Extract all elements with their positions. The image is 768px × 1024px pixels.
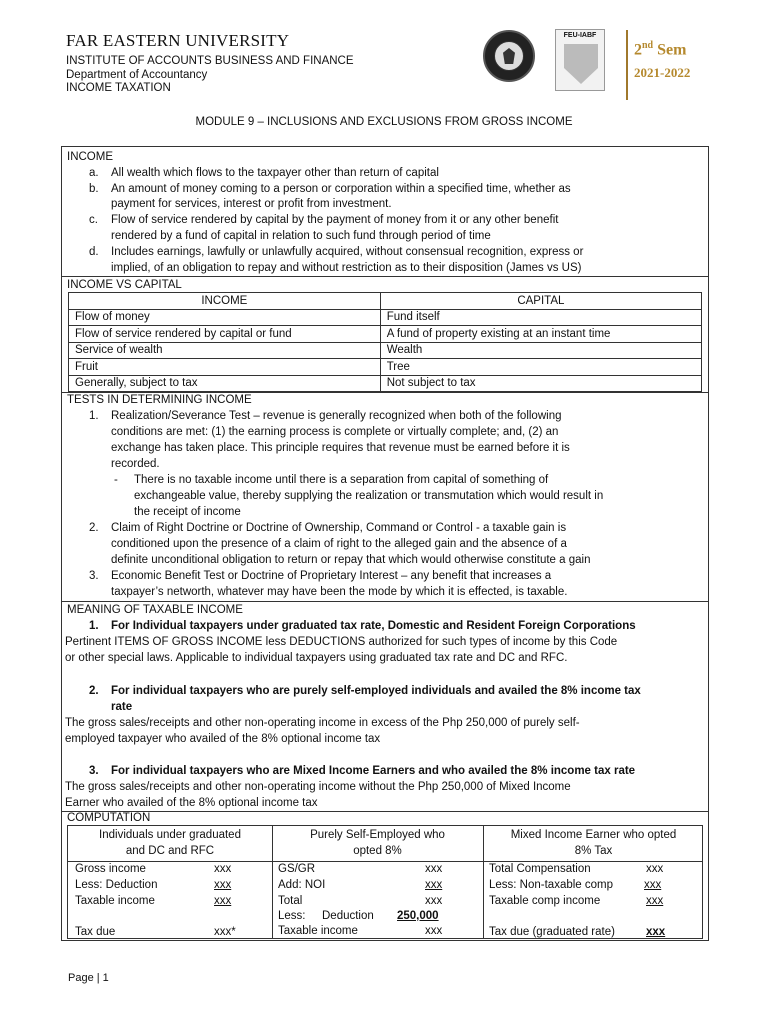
column-header: CAPITAL xyxy=(380,293,701,310)
list-item: There is no taxable income until there is a separation from capital of something of xyxy=(134,474,549,486)
content-frame xyxy=(61,146,709,941)
table-row: Flow of service rendered by capital or fund A fund of property existing at an instant time xyxy=(69,326,702,343)
list-item-marker: b. xyxy=(89,183,99,195)
line-item-value: xxx xyxy=(425,863,443,875)
table-row: Generally, subject to tax Not subject to tax xyxy=(69,375,702,392)
university-name: FAR EASTERN UNIVERSITY xyxy=(66,31,290,50)
line-item-label: Add: NOI xyxy=(278,879,326,891)
paragraph-line: or other special laws. Applicable to individual taxpayers using graduated tax rate and DC and RFC. xyxy=(65,652,568,664)
institute-block xyxy=(66,55,354,96)
list-item-marker: 2. xyxy=(89,522,99,534)
line-item-label: Less: Non-taxable comp xyxy=(489,879,614,891)
list-item: payment for services, interest or profit from investment. xyxy=(111,198,392,210)
table-header-row xyxy=(69,293,702,310)
list-item: Includes earnings, lawfully or unlawfully acquired, without consensual recognition, express or xyxy=(111,246,584,258)
taxable-heading: MEANING OF TAXABLE INCOME xyxy=(67,604,243,616)
table-row: Service of wealth Wealth xyxy=(69,342,702,359)
subheading: For Individual taxpayers under graduated tax rate, Domestic and Resident Foreign Corporations xyxy=(111,620,636,632)
list-item-marker: d. xyxy=(89,246,99,258)
line-item-label: Less: Deduction xyxy=(75,879,158,891)
column-header: opted 8% xyxy=(353,845,402,857)
line-item-label: Less: xyxy=(278,910,306,922)
computation-table xyxy=(67,825,703,939)
line-item-label: Total xyxy=(278,895,303,907)
list-item: implied, of an obligation to repay and without restriction as to their disposition (James vs US) xyxy=(111,262,582,274)
column-header: INCOME xyxy=(69,293,381,310)
column-header: Purely Self-Employed who xyxy=(310,829,445,841)
list-item: Flow of service rendered by capital by the payment of money from it or any other benefit xyxy=(111,214,559,226)
course-name: INCOME TAXATION xyxy=(66,82,171,94)
school-year: 2021-2022 xyxy=(634,65,691,80)
line-item-value: xxx xyxy=(646,926,666,938)
table-row: Fruit Tree xyxy=(69,359,702,376)
list-item-marker: c. xyxy=(89,214,98,226)
department-seal-icon xyxy=(555,29,605,91)
institute-name: INSTITUTE OF ACCOUNTS BUSINESS AND FINANCE xyxy=(66,55,354,67)
department-seal-label: FEU-IABF xyxy=(563,32,597,39)
column-header: 8% Tax xyxy=(574,845,613,857)
list-item: recorded. xyxy=(111,458,160,470)
line-item-label: Tax due (graduated rate) xyxy=(489,926,615,938)
line-item-value: xxx xyxy=(425,925,443,937)
line-item-label: GS/GR xyxy=(278,863,316,875)
paragraph-line: Pertinent ITEMS OF GROSS INCOME less DEDUCTIONS authorized for such types of income by this Code xyxy=(65,636,618,648)
paragraph-line: Earner who availed of the 8% optional income tax xyxy=(65,797,318,809)
line-item-label: Taxable income xyxy=(75,895,155,907)
paragraph-line: The gross sales/receipts and other non-operating income without the Php 250,000 of Mixed Income xyxy=(65,781,571,793)
tests-heading: TESTS IN DETERMINING INCOME xyxy=(67,394,252,406)
list-item: An amount of money coming to a person or corporation within a specified time, whether as xyxy=(111,183,571,195)
line-item-value: xxx xyxy=(646,863,664,875)
list-item: conditions are met: (1) the earning process is complete or virtually complete; and, (2) an xyxy=(111,426,559,438)
department-name: Department of Accountancy xyxy=(66,68,208,81)
list-item: definite unconditional obligation to return or repay that which would otherwise constitute a gain xyxy=(111,554,591,566)
line-item-value: 250,000 xyxy=(397,910,439,922)
line-item-value: xxx xyxy=(425,879,443,891)
list-item-marker: 1. xyxy=(89,620,99,632)
subheading: For individual taxpayers who are Mixed Income Earners and who availed the 8% income tax rate xyxy=(111,765,636,777)
page-number: Page | 1 xyxy=(68,972,109,984)
list-item: conditioned upon the presence of a claim of right to the alleged gain and the absence of a xyxy=(111,538,567,550)
line-item-value: xxx xyxy=(214,863,232,875)
column-header: Mixed Income Earner who opted xyxy=(510,829,677,841)
line-item-label: Gross income xyxy=(75,863,146,875)
list-item: Claim of Right Doctrine or Doctrine of Ownership, Command or Control - a taxable gain is xyxy=(111,522,567,534)
line-item-value: xxx xyxy=(214,879,232,891)
semester-label: 2nd Sem xyxy=(634,40,687,59)
subheading: For individual taxpayers who are purely self-employed individuals and availed the 8% income tax xyxy=(111,685,641,697)
line-item-value: xxx xyxy=(644,879,662,891)
column-header: Individuals under graduated xyxy=(99,829,241,841)
line-item-value: xxx xyxy=(646,895,664,907)
list-item-marker: 3. xyxy=(89,570,99,582)
list-item-marker: - xyxy=(114,474,118,486)
line-item-label: Tax due xyxy=(75,926,116,938)
computation-heading: COMPUTATION xyxy=(67,812,151,824)
table-row: Flow of money Fund itself xyxy=(69,309,702,326)
paragraph-line: The gross sales/receipts and other non-operating income in excess of the Php 250,000 of purely self- xyxy=(65,717,580,729)
list-item: rendered by a fund of capital in relation to such fund through period of time xyxy=(111,230,491,242)
line-item-label: Deduction xyxy=(322,910,374,922)
ivc-heading: INCOME VS CAPITAL xyxy=(67,279,182,291)
paragraph-line: employed taxpayer who availed of the 8% optional income tax xyxy=(65,733,381,745)
list-item: exchange has taken place. This principle requires that revenue must be earned before it is xyxy=(111,442,570,454)
list-item-marker: 3. xyxy=(89,765,99,777)
list-item-marker: 1. xyxy=(89,410,99,422)
line-item-label: Taxable income xyxy=(278,925,358,937)
line-item-label: Taxable comp income xyxy=(489,895,601,907)
income-heading: INCOME xyxy=(67,151,113,163)
list-item: the receipt of income xyxy=(134,506,241,518)
line-item-value: xxx xyxy=(214,895,232,907)
list-item: exchangeable value, thereby supplying the realization or transmutation which would result in xyxy=(134,490,604,502)
list-item: All wealth which flows to the taxpayer other than return of capital xyxy=(111,167,439,179)
module-title: MODULE 9 – INCLUSIONS AND EXCLUSIONS FROM GROSS INCOME xyxy=(195,116,573,128)
list-item: Economic Benefit Test or Doctrine of Proprietary Interest – any benefit that increases a xyxy=(111,570,552,582)
line-item-label: Total Compensation xyxy=(489,863,591,875)
list-item: Realization/Severance Test – revenue is generally recognized when both of the following xyxy=(111,410,562,422)
list-item-marker: a. xyxy=(89,167,99,179)
list-item-marker: 2. xyxy=(89,685,99,697)
line-item-value: xxx* xyxy=(214,926,236,938)
list-item: taxpayer’s networth, whatever may have been the mode by which it is effected, is taxable. xyxy=(111,586,568,598)
header-divider xyxy=(626,30,628,100)
section-divider xyxy=(62,811,708,812)
column-header: and DC and RFC xyxy=(125,845,215,857)
income-vs-capital-table xyxy=(68,292,702,392)
subheading: rate xyxy=(111,701,133,713)
university-seal-icon xyxy=(483,30,535,82)
line-item-value: xxx xyxy=(425,895,443,907)
